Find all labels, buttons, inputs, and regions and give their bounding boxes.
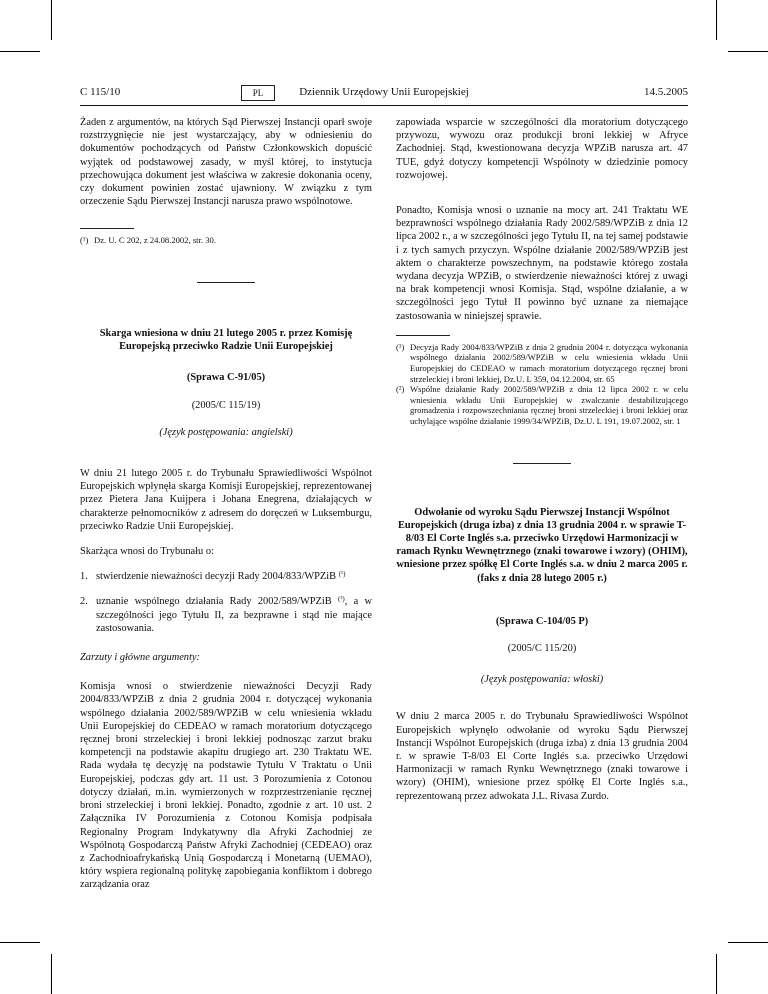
case1-number: (Sprawa C-91/05) — [186, 372, 266, 384]
footnote-text: Decyzja Rady 2004/833/WPZiB z dnia 2 grudnia 2004 r. dotycząca wykonania wspólnego działania 2002/589/WPZiB w celu wniesienia wkładu Unii Europejskiej do CEDEAO w ramach moratorium dotyczącego ręcznej broni strzeleckiej i broni lekkiej, Dz.U. L 359, 04.12.2004, str. 65 — [410, 341, 688, 384]
crop-mark — [728, 51, 768, 52]
crop-mark — [51, 954, 52, 994]
claim-text: stwierdzenie nieważności decyzji Rady 2004/833/WPZiB — [96, 571, 337, 583]
page-number: C 115/10 — [80, 86, 121, 98]
second-paragraph: Ponadto, Komisja wnosi o uznanie na mocy art. 241 Traktatu WE bezprawności wspólnego działania Rady 2002/589/WPZiB z dnia 12 lipca 2002 r., a w szczególności jego Tytułu II, na tej samej podstawie i z tych samych przyczyn. Wspólne działanie 2002/589/WPZiB jest aktem o charakterze powszechnym, na podstawie którego została wydana decyzja WPZiB, o stwierdzenie nieważności której z uwagi na brak kompetencji wnosi Komisja. Stąd, wspólne działanie, a w szczególności jego Tytuł II powinno być uznane za niemające zastosowania w niniejszej sprawie. — [396, 205, 688, 322]
case1-body: W dniu 21 lutego 2005 r. do Trybunału Sprawiedliwości Wspólnot Europejskich wpłynęła skarga Komisji Europejskiej, reprezentowanej przez Pietera Jana Kuijpera i Johana Enegrena, działających w charakterze pełnomocników z adresem do doręczeń w Luksemburgu, przeciwko Radzie Unii Europejskiej. — [80, 468, 372, 532]
crop-mark — [716, 0, 717, 40]
left-column — [80, 116, 372, 892]
footnote-ref: (²) — [337, 595, 345, 604]
footnote-marker: (¹) — [80, 235, 89, 246]
footnote-text: Dz. U. C 202, z 24.08.2002, str. 30. — [94, 235, 216, 246]
crop-mark — [0, 51, 40, 52]
footnote — [396, 384, 688, 426]
footnote-text: Wspólne działanie Rady 2002/589/WPZiB z dnia 12 lipca 2002 r. w celu wniesienia wkładu Unii Europejskiej w zwalczanie destabilizującego gromadzenia i rozpowszechniania ręcznej broni strzeleckiej i broni lekkiej oraz uchylające wspólne działanie 1999/34/WPZiB, Dz.U. L 191, 19.07.2002, str. 1 — [410, 384, 688, 426]
claim-item — [80, 595, 372, 635]
footnote-rule — [80, 228, 134, 229]
crop-mark — [728, 942, 768, 943]
footnote-rule — [396, 335, 450, 336]
footnote — [80, 235, 372, 246]
case2-ref: (2005/C 115/20) — [507, 643, 577, 655]
claim-text-cont: , a w szczególności jego Tytułu II, za bezprawne i stąd nie mające zastosowania. — [96, 596, 372, 634]
journal-title: Dziennik Urzędowy Unii Europejskiej — [299, 86, 469, 98]
claims-intro: Skarżąca wnosi do Trybunału o: — [80, 546, 214, 558]
pleas-body: Komisja wnosi o stwierdzenie nieważności Decyzji Rady 2004/833/WPZiB z dnia 2 grudnia 2004 r. dotyczącej wykonania wspólnego działania 2002/589/WPZiB w celu wniesienia wkładu Unii Europejskiej do CEDEAO w ramach moratorium dotyczącego ręcznej broni strzeleckiej i broni lekkiej podnosząc zarzut braku kompetencji na podstawie akapitu drugiego art. 230 Traktatu WE. Rada wydała tę decyzję na podstawie Tytułu V Traktatu o Unii Europejskiej, podczas gdy art. 11 ust. 3 Porozumienia z Cotonou dotyczy działań, m.in. wymierzonych w rozprzestrzenianie ręcznej broni strzeleckiej i broni lekkiej. Ponadto, zgodnie z art. 10 ust. 2 Załącznika IV Porozumienia z Cotonou Komisja podpisała Regionalny Program Indykatywny dla Afryki Zachodniej ze Wspólnotą Gospodarczą Państw Afryki Zachodniej (CEDEAO) oraz z Zachodnioafrykańską Unią Gospodarczą i Monetarną (UEMAO), który wspiera regionalną politykę zapobiegania konfliktom i dobrego zarządzania oraz — [80, 681, 372, 891]
case2-number: (Sprawa C-104/05 P) — [495, 615, 589, 627]
claim-item — [80, 570, 372, 583]
claim-number: 1. — [80, 571, 88, 583]
header-rule — [80, 105, 688, 106]
case2-heading: Odwołanie od wyroku Sądu Pierwszej Instancji Wspólnot Europejskich (druga izba) z dnia 13 grudnia 2004 r. w sprawie T-8/03 El Corte Inglés s.a. przeciwko Urzędowi Harmonizacji w ramach Rynku Wewnętrznego (znaki towarowe i wzory) (OHIM), wniesione przez spółkę El Corte Inglés s.a. w dniu 2 marca 2005 r. (faks z dnia 28 lutego 2005 r.) — [396, 506, 688, 584]
case1-heading: Skarga wniesiona w dniu 21 lutego 2005 r. przez Komisję Europejską przeciwko Radzie Unii Europejskiej — [99, 328, 353, 353]
footnote-marker: (²) — [396, 384, 405, 395]
claim-number: 2. — [80, 596, 88, 608]
crop-mark — [0, 942, 40, 943]
pleas-heading: Zarzuty i główne argumenty: — [80, 652, 200, 664]
language-badge: PL — [241, 85, 275, 101]
crop-mark — [51, 0, 52, 40]
continuation-paragraph: zapowiada wsparcie w szczególności dla moratorium dotyczącego przywozu, wywozu oraz produkcji broni lekkiej w Afryce Zachodniej. Stąd, kwestionowana decyzja WPZiB narusza art. 47 TUE, gdyż dotyczy kompetencji Wspólnoty w dziedzinie pomocy rozwojowej. — [396, 117, 688, 181]
case2-body: W dniu 2 marca 2005 r. do Trybunału Sprawiedliwości Wspólnot Europejskich wpłynęło odwołanie od wyroku Sądu Pierwszej Instancji Wspólnot Europejskich (druga izba) z dnia 13 grudnia 2004 r. w sprawie T-8/03 El Corte Inglés s.a. przeciwko Urzędowi Harmonizacji w ramach Rynku Wewnętrznego (znaki towarowe i wzory) (OHIM), wniesione przez spółkę El Corte Inglés s.a., reprezentowaną przez adwokata J.L. Rivasa Zurdo. — [396, 711, 688, 802]
footnote-ref: (¹) — [338, 570, 346, 579]
claim-text: uznanie wspólnego działania Rady 2002/589/WPZiB — [96, 596, 332, 608]
page-header — [80, 86, 688, 104]
footnote-marker: (¹) — [396, 341, 405, 352]
case1-ref: (2005/C 115/19) — [191, 399, 261, 411]
footnote — [396, 342, 688, 384]
case2-language: (Język postępowania: włoski) — [480, 674, 604, 686]
intro-paragraph: Żaden z argumentów, na których Sąd Pierwszej Instancji oparł swoje rozstrzygnięcie nie jest wystarczający, aby w odniesieniu do dokumentów pochodzących od Państw Członkowskich dopuścić wyjątek od podstawowej zasady, w myśl której, to instytucja przechowująca dokument jest właściwa w zakresie dokonania oceny, czy dokument powinien zostać ujawniony. W związku z tym orzeczenie Sądu Pierwszej Instancji narusza prawo wspólnotowe. — [80, 117, 372, 208]
crop-mark — [716, 954, 717, 994]
right-column — [396, 116, 688, 803]
issue-date: 14.5.2005 — [644, 86, 688, 98]
case1-language: (Język postępowania: angielski) — [159, 426, 293, 438]
